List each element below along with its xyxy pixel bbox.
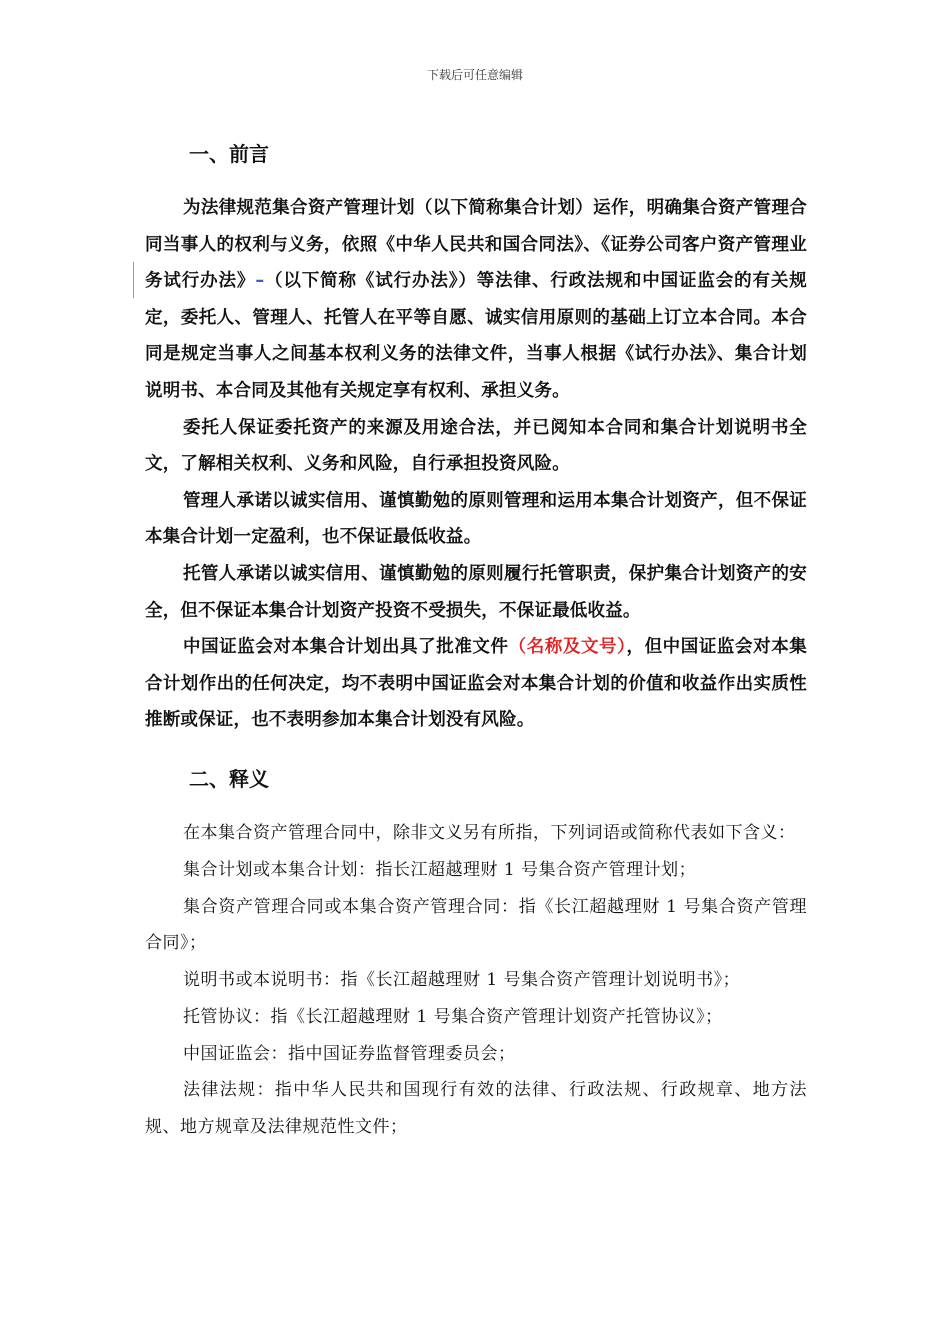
preface-p5-text-a: 中国证监会对本集合计划出具了批准文件 [183,637,509,658]
definition-item: 集合资产管理合同或本集合资产管理合同：指《长江超越理财 1 号集合资产管理合同》； [145,896,807,954]
preface-paragraph-2: 委托人保证委托资产的来源及用途合法，并已阅知本合同和集合计划说明书全文，了解相关权利、义务和风险，自行承担投资风险。 [145,417,807,475]
margin-change-bar [133,262,134,298]
definition-item: 中国证监会：指中国证券监督管理委员会； [183,1043,516,1064]
preface-paragraph-1 [145,190,807,410]
section-heading-definitions: 二、释义 [189,766,269,791]
document-body [145,140,807,1146]
definition-item: 托管协议：指《长江超越理财 1 号集合资产管理计划资产托管协议》； [183,1006,723,1027]
preface-paragraph-3: 管理人承诺以诚实信用、谨慎勤勉的原则管理和运用本集合计划资产，但不保证本集合计划一定盈利，也不保证最低收益。 [145,490,807,548]
preface-p1-text-b: （以下简称《试行办法》）等法律、行政法规和中国证监会的有关规定，委托人、管理人、托管人在平等自愿、诚实信用原则的基础上订立本合同。本合同是规定当事人之间基本权利义务的法律文件，当事人根据《试行办法》、集合计划说明书、本合同及其他有关规定享有权利、承担义务。 [145,271,808,401]
preface-paragraph-4: 托管人承诺以诚实信用、谨慎勤勉的原则履行托管职责，保护集合计划资产的安全，但不保证本集合计划资产投资不受损失，不保证最低收益。 [145,563,807,621]
preface-p5-text-b: ，但中国证监会对本集合计划作出的任何决定，均不表明中国证监会对本集合计划的价值和收益作出实质性推断或保证，也不表明参加本集合计划没有风险。 [145,637,807,731]
page-header-note: 下载后可任意编辑 [426,68,523,82]
preface-paragraph-5 [145,629,807,739]
definition-item: 法律法规：指中华人民共和国现行有效的法律、行政法规、行政规章、地方法规、地方规章及法律规范性文件； [145,1080,807,1138]
definition-item: 集合计划或本集合计划：指长江超越理财 1 号集合资产管理计划； [183,859,697,880]
preface-p1-dash: – [255,271,265,292]
section-heading-preface: 一、前言 [189,142,269,166]
preface-p1-text-a: 为法律规范集合资产管理计划（以下简称集合计划）运作，明确集合资产管理合同当事人的权利与义务，依照《中华人民共和国合同法》、《证券公司客户资产管理业务试行办法》 [145,198,807,292]
definition-item: 说明书或本说明书：指《长江超越理财 1 号集合资产管理计划说明书》； [183,970,741,991]
definitions-intro: 在本集合资产管理合同中，除非文义另有所指，下列词语或简称代表如下含义： [183,822,796,843]
preface-p5-placeholder: （名称及文号） [508,637,627,658]
